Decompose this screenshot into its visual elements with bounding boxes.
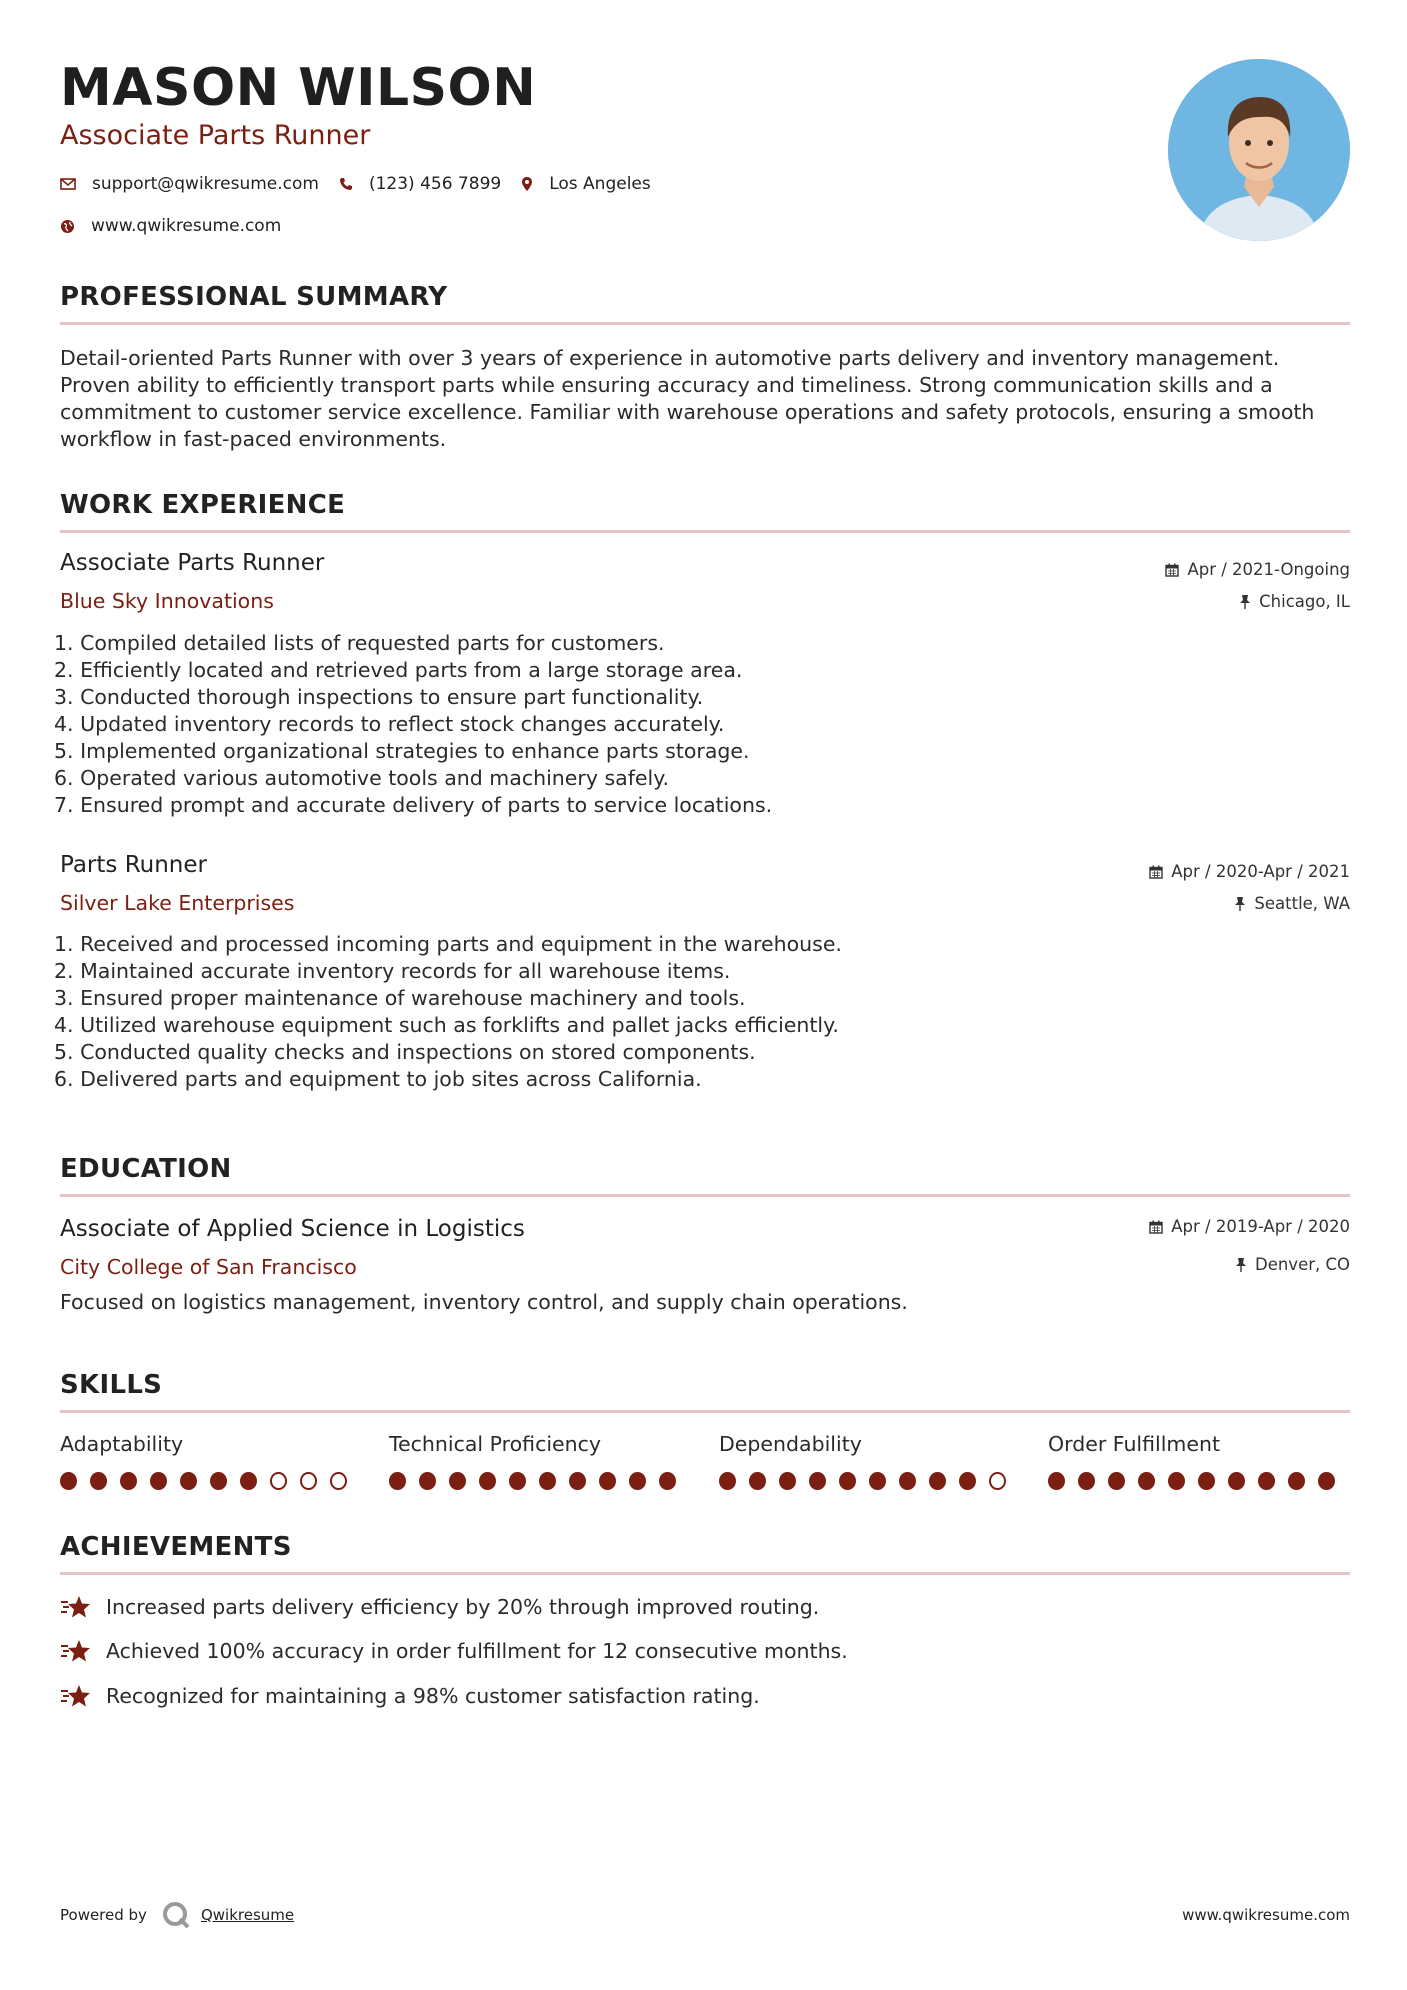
contact-location [521,174,651,194]
job-title: Parts Runner [60,852,207,878]
skill-name: Technical Proficiency [389,1432,602,1456]
rating-dot-filled [659,1472,676,1490]
job-duties-list [54,630,1254,819]
skill-name: Dependability [719,1432,862,1456]
powered-by-label: Powered by [60,1906,147,1924]
rating-dot-filled [449,1472,466,1490]
contact-email[interactable] [60,174,319,194]
section-divider [60,322,1350,325]
job-title: Associate Parts Runner [60,550,325,576]
rating-dot-empty [330,1472,347,1490]
list-item: 1. Received and processed incoming parts and equipment in the warehouse. [54,932,842,956]
email-text: support@qwikresume.com [92,174,319,194]
list-item: 1. Compiled detailed lists of requested parts for customers. [54,631,665,655]
job-dates [1149,862,1350,881]
candidate-title: Associate Parts Runner [60,120,371,151]
job-location-text: Chicago, IL [1259,592,1350,611]
list-item: 4. Utilized warehouse equipment such as forklifts and pallet jacks efficiently. [54,1013,839,1037]
section-divider [60,1410,1350,1413]
avatar [1168,59,1350,241]
skill-rating [60,1472,360,1490]
phone-text: (123) 456 7899 [368,174,502,194]
footer-powered-by [60,1900,294,1930]
list-item: 7. Ensured prompt and accurate delivery of parts to service locations. [54,793,773,817]
candidate-name: MASON WILSON [60,58,537,118]
education-location [1235,1255,1350,1274]
list-item: 5. Conducted quality checks and inspections on stored components. [54,1040,756,1064]
calendar-icon [1149,1220,1163,1234]
rating-dot-filled [569,1472,586,1490]
skill-name: Adaptability [60,1432,184,1456]
rating-dot-filled [779,1472,796,1490]
pushpin-icon [1234,896,1246,911]
job-duties-list [54,931,1254,1093]
list-item: 6. Operated various automotive tools and machinery safely. [54,766,669,790]
rating-dot-filled [899,1472,916,1490]
globe-icon [60,219,75,234]
skills-heading: SKILLS [60,1370,163,1400]
achievement-text: Achieved 100% accuracy in order fulfillment for 12 consecutive months. [106,1639,848,1663]
job-company: Blue Sky Innovations [60,589,274,613]
list-item: 2. Maintained accurate inventory records for all warehouse items. [54,959,731,983]
rating-dot-filled [839,1472,856,1490]
rating-dot-filled [90,1472,107,1490]
contact-phone[interactable] [339,174,501,194]
education-description: Focused on logistics management, inventory control, and supply chain operations. [60,1290,908,1314]
rating-dot-filled [1168,1472,1185,1490]
degree-title: Associate of Applied Science in Logistics [60,1216,525,1242]
rating-dot-filled [719,1472,736,1490]
experience-heading: WORK EXPERIENCE [60,490,346,520]
pushpin-icon [1235,1257,1247,1272]
rating-dot-filled [809,1472,826,1490]
list-item: 2. Efficiently located and retrieved parts from a large storage area. [54,658,743,682]
rating-dot-empty [270,1472,287,1490]
envelope-icon [60,178,76,190]
skill-item [60,1432,360,1490]
rating-dot-filled [60,1472,77,1490]
education-dates-text: Apr / 2019-Apr / 2020 [1171,1217,1350,1236]
rating-dot-filled [959,1472,976,1490]
rating-dot-filled [479,1472,496,1490]
rating-dot-filled [1288,1472,1305,1490]
list-item: 3. Ensured proper maintenance of warehouse machinery and tools. [54,986,746,1010]
rating-dot-filled [1228,1472,1245,1490]
rating-dot-filled [1318,1472,1335,1490]
rating-dot-filled [629,1472,646,1490]
calendar-icon [1165,563,1179,577]
rating-dot-empty [300,1472,317,1490]
rating-dot-filled [1258,1472,1275,1490]
phone-icon [339,177,353,191]
rating-dot-filled [180,1472,197,1490]
list-item: 3. Conducted thorough inspections to ensure part functionality. [54,685,704,709]
map-pin-icon [521,176,533,192]
skill-rating [719,1472,1019,1490]
achievement-text: Increased parts delivery efficiency by 20% through improved routing. [106,1595,820,1619]
star-icon [60,1594,92,1620]
achievements-heading: ACHIEVEMENTS [60,1532,292,1562]
section-divider [60,530,1350,533]
rating-dot-filled [120,1472,137,1490]
achievement-item [60,1638,848,1664]
qwikresume-link[interactable]: Qwikresume [200,1906,295,1924]
footer-website[interactable]: www.qwikresume.com [1182,1906,1350,1924]
star-icon [60,1638,92,1664]
rating-dot-empty [989,1472,1006,1490]
job-dates-text: Apr / 2020-Apr / 2021 [1171,862,1350,881]
qwikresume-logo-icon [161,1900,191,1930]
location-text: Los Angeles [549,174,651,194]
contact-website[interactable] [60,216,281,236]
website-row [60,216,301,236]
list-item: 5. Implemented organizational strategies to enhance parts storage. [54,739,750,763]
skill-item [719,1432,1019,1490]
profile-photo [1168,59,1350,241]
job-location [1234,894,1350,913]
rating-dot-filled [929,1472,946,1490]
education-location-text: Denver, CO [1254,1255,1350,1274]
star-icon [60,1683,92,1709]
rating-dot-filled [150,1472,167,1490]
section-divider [60,1194,1350,1197]
summary-heading: PROFESSIONAL SUMMARY [60,282,448,312]
job-location-text: Seattle, WA [1254,894,1350,913]
job-location [1239,592,1350,611]
achievement-item [60,1594,819,1620]
education-dates [1149,1217,1350,1236]
skill-rating [389,1472,689,1490]
achievement-item [60,1683,760,1709]
rating-dot-filled [509,1472,526,1490]
website-text: www.qwikresume.com [91,216,282,236]
pushpin-icon [1239,594,1251,609]
contact-row [60,174,671,194]
job-dates [1165,560,1350,579]
rating-dot-filled [419,1472,436,1490]
school-name: City College of San Francisco [60,1255,357,1279]
rating-dot-filled [539,1472,556,1490]
rating-dot-filled [599,1472,616,1490]
list-item: 6. Delivered parts and equipment to job sites across California. [54,1067,702,1091]
rating-dot-filled [389,1472,406,1490]
rating-dot-filled [1048,1472,1065,1490]
skill-name: Order Fulfillment [1048,1432,1221,1456]
rating-dot-filled [1108,1472,1125,1490]
rating-dot-filled [869,1472,886,1490]
skill-item [389,1432,689,1490]
rating-dot-filled [210,1472,227,1490]
calendar-icon [1149,865,1163,879]
rating-dot-filled [1198,1472,1215,1490]
rating-dot-filled [1138,1472,1155,1490]
education-heading: EDUCATION [60,1154,232,1184]
skill-rating [1048,1472,1348,1490]
skill-item [1048,1432,1348,1490]
achievement-text: Recognized for maintaining a 98% customer satisfaction rating. [106,1684,760,1708]
section-divider [60,1572,1350,1575]
list-item: 4. Updated inventory records to reflect stock changes accurately. [54,712,725,736]
job-company: Silver Lake Enterprises [60,891,295,915]
rating-dot-filled [240,1472,257,1490]
rating-dot-filled [749,1472,766,1490]
summary-text: Detail-oriented Parts Runner with over 3 years of experience in automotive parts delivery and inventory management. Proven ability to efficiently transport parts while ensuring accuracy and timeliness. Strong communication skills and a commitment to customer service excellence. Familiar with warehouse operations and safety protocols, ensuring a smooth workflow in fast-paced environments. [60,346,1315,451]
job-dates-text: Apr / 2021-Ongoing [1187,560,1350,579]
rating-dot-filled [1078,1472,1095,1490]
